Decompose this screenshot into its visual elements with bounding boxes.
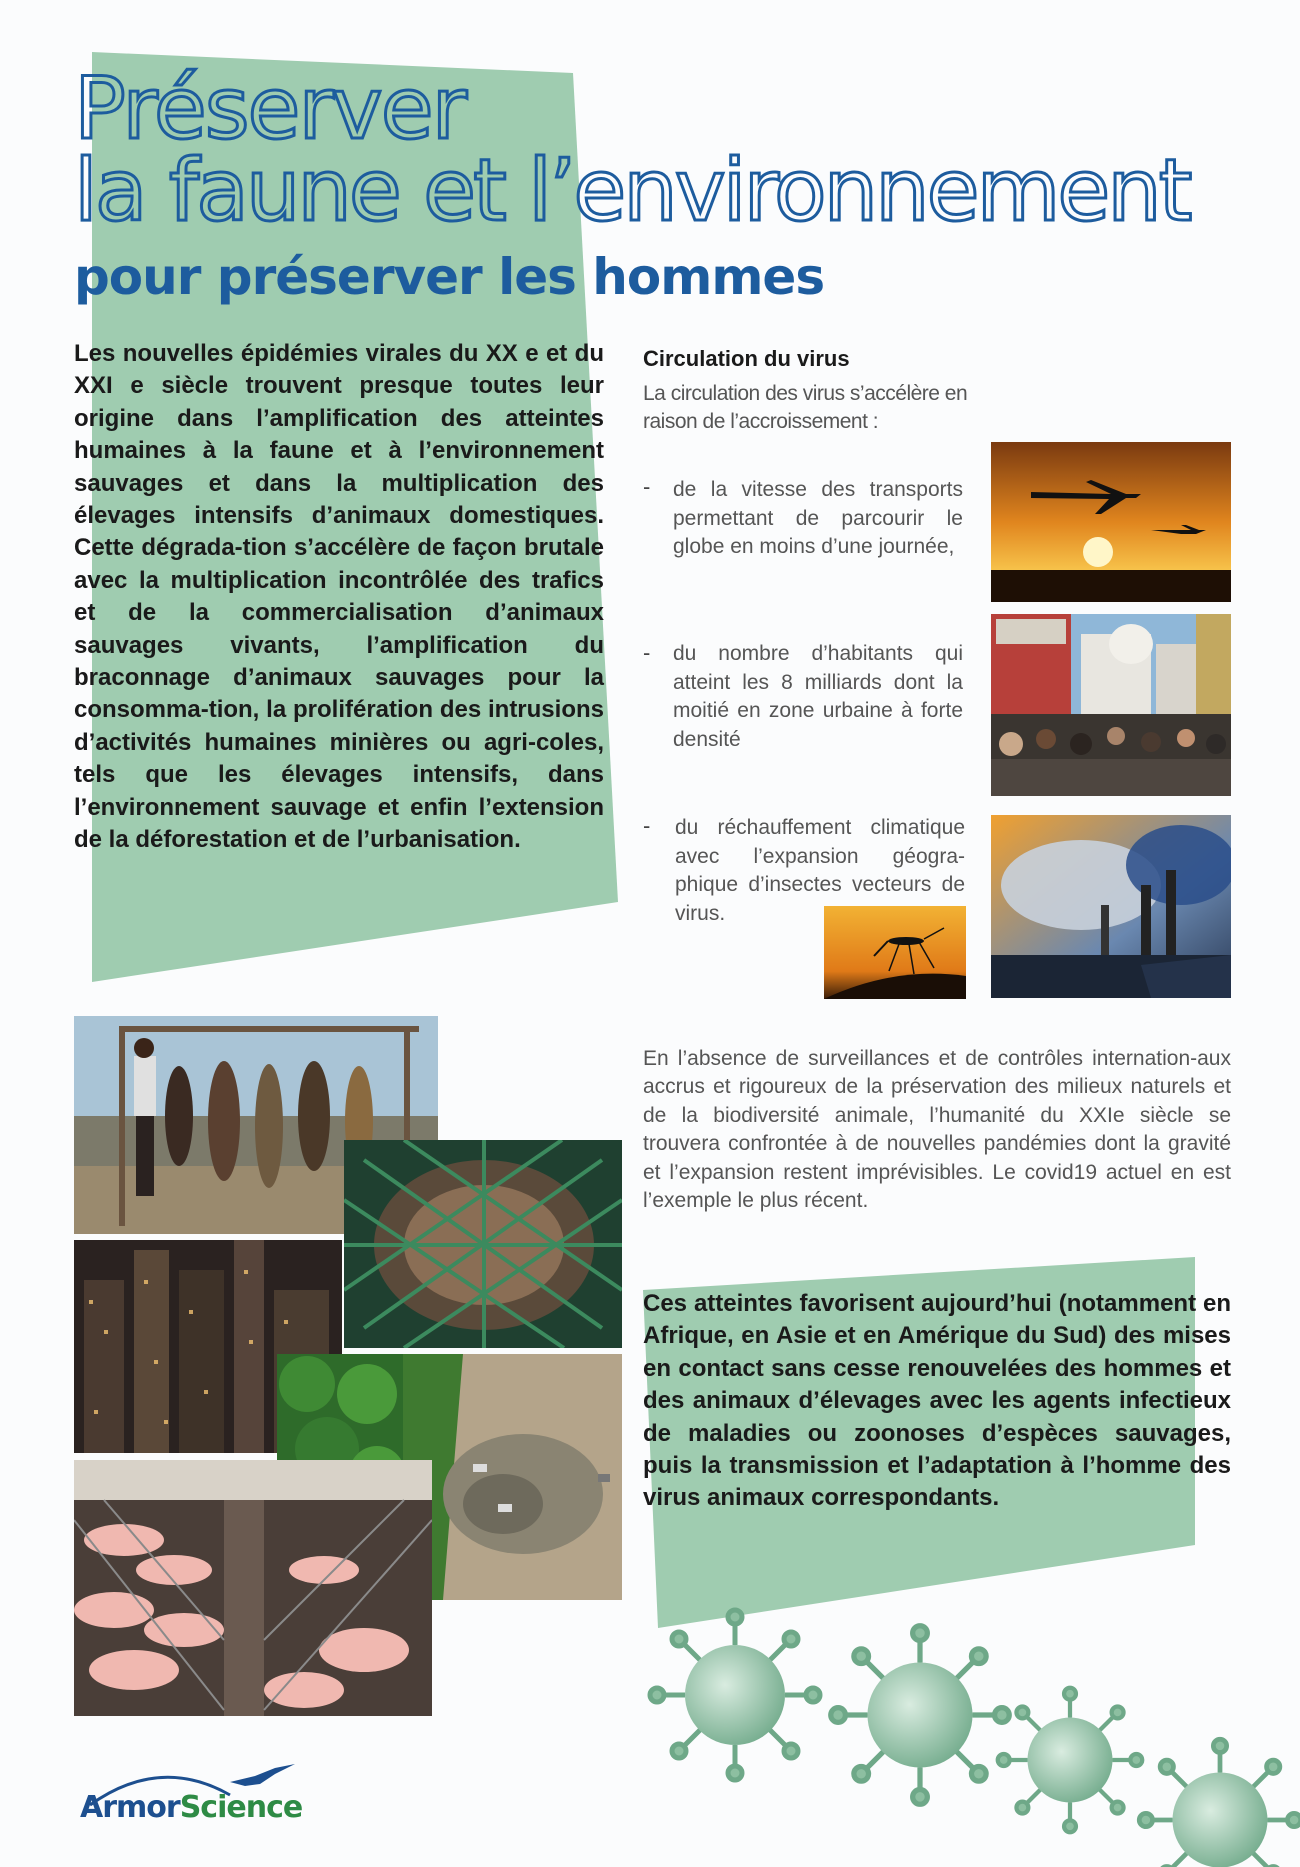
virus-icon: [831, 1626, 1010, 1805]
logo-science-text: Science: [179, 1790, 303, 1825]
logo-armor-text: Armor: [80, 1790, 180, 1825]
circulation-heading: Circulation du virus: [643, 346, 850, 371]
page-subtitle: pour préserver les hommes: [74, 248, 825, 306]
page-title-line2: la faune et l’environnement: [74, 141, 1190, 241]
contact-paragraph: Ces atteintes favorisent aujourd’hui (notamment en Afrique, en Asie et en Amérique du Sud) des mises en contact sans cesse renouvelées des hommes et des animaux d’élevages avec les agents infectieux de maladies ou zoonoses d’espèces sauvages, puis la transmission et l’adaptation à l’homme des virus animaux correspondants.: [643, 1290, 1231, 1512]
virus-icon: [650, 1610, 820, 1780]
pig-farm-photo: [74, 1460, 432, 1716]
intro-paragraph: Les nouvelles épidémies virales du XX e et du XXI e siècle trouvent presque toutes leur origine dans l’amplification des atteintes humaines à la faune et à l’environnement sauvages et dans la multiplication des élevages intensifs d’animaux domestiques. Cette dégrada-tion s’accélère de façon brutale avec la multiplication incontrôlée des trafics et de la commercialisation d’animaux sauvages vivants, l’amplification du braconnage d’animaux sauvages pour la consomma-tion, la prolifération des intrusions d’activités humaines minières ou agri-coles, tels que les élevages intensifs, dans l’environnement sauvage et enfin l’extension de la déforestation et de l’urbanisation.: [74, 340, 604, 854]
bullet-dash: -: [643, 813, 651, 838]
virus-icon: [1139, 1739, 1300, 1867]
page-title-line1: Préserver: [74, 59, 465, 159]
circulation-intro: La circulation des virus s’accélère en raison de l’accroissement :: [643, 382, 968, 433]
bullet-dash: -: [643, 640, 651, 665]
deforestation-aerial-photo: [403, 1354, 622, 1600]
virus-decoration: [640, 1600, 1300, 1867]
bullet-dash: -: [643, 474, 651, 499]
bullet-population: du nombre d’habitants qui atteint les 8 milliards dont la moitié en zone urbaine à forte densité: [673, 642, 963, 751]
airplane-sunset-photo: [991, 442, 1231, 602]
city-crowd-photo: [991, 614, 1231, 796]
bullet-transport: de la vitesse des transports permettant de parcourir le globe en moins d’une journée,: [673, 478, 963, 558]
armorscience-logo: [80, 1760, 310, 1840]
virus-icon: [998, 1688, 1143, 1833]
pangolin-net-photo: [344, 1140, 622, 1348]
industrial-smoke-photo: [991, 815, 1231, 998]
mosquito-photo: [824, 906, 966, 999]
bullet-climate: du réchauffement climatique avec l’expansion géogra-phique d’insectes vecteurs de virus.: [675, 816, 965, 925]
surveillance-paragraph: En l’absence de surveillances et de contrôles internation-aux accrus et rigoureux de la préservation des milieux naturels et de la biodiversité animale, l’humanité du XXIe siècle se trouvera confrontée à de nouvelles pandémies dont la gravité et l’expansion restent imprévisibles. Le covid19 actuel en est l’exemple le plus récent.: [643, 1047, 1231, 1213]
